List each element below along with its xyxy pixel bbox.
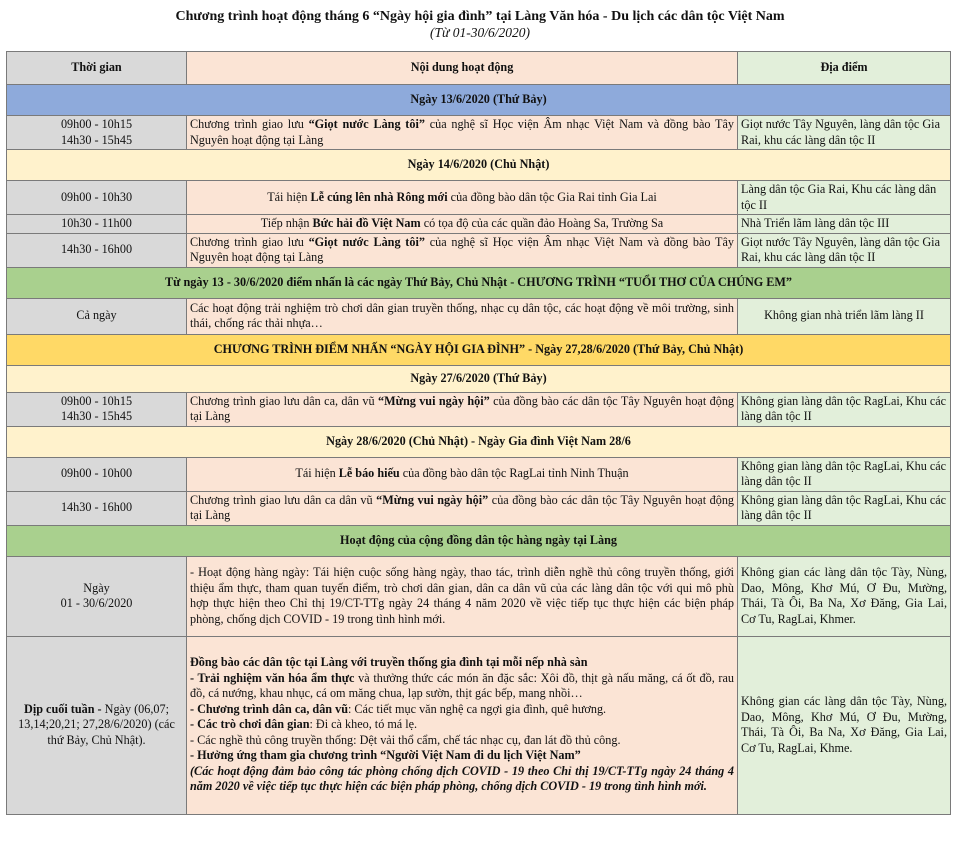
place-cell: Nhà Triển lãm làng dân tộc III [738,215,951,234]
bullet-item [190,717,734,733]
bullet-item: - Hưởng ứng tham gia chương trình “Người Việt Nam đi du lịch Việt Nam” [190,748,581,763]
bullet-item [190,702,734,718]
time-cell: Cả ngày [7,298,187,334]
table-row [7,181,951,215]
content-text: của đồng bào dân tộc RagLai tỉnh Ninh Thuận [399,466,629,481]
content-text: có tọa độ của các quần đảo Hoàng Sa, Trường Sa [420,216,664,230]
section-band-row [7,334,951,365]
content-text: của đồng bào các dân tộc Tây Nguyên hoạt động tại Làng [190,492,735,522]
time-text: 09h00 - 10h15 [60,393,133,408]
place-cell: Giọt nước Tây Nguyên, làng dân tộc Gia Rai, khu các làng dân tộc II [738,233,951,267]
time-text: 14h30 - 15h45 [60,132,133,147]
bullet-text: : Các tiết mục văn nghệ ca ngợi gia đình, quê hương. [348,701,607,716]
time-cell: 14h30 - 16h00 [7,491,187,525]
section-band-jun28: Ngày 28/6/2020 (Chủ Nhật) - Ngày Gia đình Việt Nam 28/6 [7,426,951,457]
page-title: Chương trình hoạt động tháng 6 “Ngày hội gia đình” tại Làng Văn hóa - Du lịch các dân tộc Việt Nam [175,9,785,24]
content-text: của nghệ sĩ Học viện Âm nhạc Việt Nam và đồng bào Tây Nguyên hoạt động tại Làng [190,117,734,147]
column-header-content: Nội dung hoạt động [187,52,738,85]
time-cell: 14h30 - 16h00 [7,233,187,267]
section-band-ngay-hoi: CHƯƠNG TRÌNH ĐIỂM NHẤN “NGÀY HỘI GIA ĐÌNH” - Ngày 27,28/6/2020 (Thứ Bảy, Chủ Nhật) [7,334,951,365]
content-text: Tái hiện [295,466,339,481]
section-band-jun13: Ngày 13/6/2020 (Thứ Bảy) [7,85,951,116]
time-text: 14h30 - 15h45 [60,409,133,423]
time-cell: 09h00 - 10h30 [7,181,187,215]
content-cell [187,116,738,150]
table-row [7,215,951,234]
place-cell: Không gian làng dân tộc RagLai, Khu các làng dân tộc II [738,457,951,491]
section-band-row [7,365,951,392]
bullet-highlight: - Trải nghiệm văn hóa ẩm thực [190,670,355,685]
content-cell: Các hoạt động trải nghiệm trò chơi dân gian truyền thống, nhạc cụ dân tộc, các hoạt động về môi trường, sinh thái, chống rác thải nhựa… [187,298,738,334]
content-text: của đồng bào dân tộc Gia Rai tỉnh Gia Lai [447,189,657,204]
content-text: Chương trình giao lưu dân ca, dân vũ [190,393,379,408]
section-band-row [7,85,951,116]
bullet-text: : Đi cà kheo, tó má lẹ. [309,717,418,732]
place-cell: Không gian làng dân tộc RagLai, Khu các làng dân tộc II [738,491,951,525]
time-text: 09h00 - 10h15 [60,117,133,131]
place-cell: Không gian nhà triển lãm làng II [738,298,951,334]
place-cell: Giọt nước Tây Nguyên, làng dân tộc Gia Rai, khu các làng dân tộc II [738,116,951,150]
time-cell [7,116,187,150]
bullet-highlight: - Các trò chơi dân gian [190,717,310,732]
bullet-text: và thưởng thức các món ăn đặc sắc: Xôi đồ, thịt gà nấu măng, cá ốt đồ, rau đồ, cá nướng, khau nhục, cá om măng chua, lạp sườn, thịt gác bếp, mang nhồi… [190,670,734,701]
content-text: Tiếp nhận [260,216,313,230]
time-cell: 10h30 - 11h00 [7,215,187,234]
page-subtitle: (Từ 01-30/6/2020) [430,25,530,40]
content-highlight: “Giọt nước Làng tôi” [308,117,425,131]
section-band-jun27: Ngày 27/6/2020 (Thứ Bảy) [7,365,951,392]
content-cell [187,233,738,267]
place-cell: Không gian làng dân tộc RagLai, Khu các làng dân tộc II [738,392,951,426]
time-highlight: Dịp cuối tuần - [24,701,102,716]
content-highlight: Lễ báo hiếu [338,466,400,481]
covid-note: (Các hoạt động đảm bảo công tác phòng chống dịch COVID - 19 theo Chỉ thị 19/CT-TTg ngày 24 tháng 4 năm 2020 về việc tiếp tục thực hiện các biện pháp phòng, chống dịch COVID - 19 trong tình hình mới. [190,763,734,794]
content-highlight: “Mừng vui ngày hội” [376,492,489,507]
content-text: Chương trình giao lưu [190,117,309,131]
table-row [7,392,951,426]
content-cell [187,457,738,491]
table-row [7,636,951,814]
time-cell [7,636,187,814]
bullet-highlight: - Chương trình dân ca, dân vũ [190,701,348,716]
content-text: của nghệ sĩ Học viện Âm nhạc Việt Nam và đồng bào Tây Nguyên hoạt động tại Làng [190,234,734,264]
content-highlight: Lễ cúng lên nhà Rông mới [310,189,448,204]
table-row [7,233,951,267]
time-text: Ngày (06,07; 13,14;20,21; 27,28/6/2020) (các thứ Bảy, Chủ Nhật). [18,701,175,747]
content-cell [187,491,738,525]
table-row [7,457,951,491]
section-band-daily: Hoạt động của cộng đồng dân tộc hàng ngày tại Làng [7,525,951,556]
table-row [7,116,951,150]
section-band-jun14: Ngày 14/6/2020 (Chủ Nhật) [7,150,951,181]
content-cell: - Hoạt động hàng ngày: Tái hiện cuộc sống hàng ngày, thao tác, trình diễn nghề thủ công truyền thống, giới thiệu ẩm thực, tham quan tuyến điểm, trò chơi dân gian, dân ca dân vũ của các làng dân tộc với qui mô phù hợp thực hiện theo Chỉ thị 19/CT-TTg ngày 24 tháng 4 năm 2020 về việc tiếp tục thực hiện các biện pháp phòng, chống dịch COVID - 19 trong tình hình mới. [187,556,738,636]
time-cell: 09h00 - 10h00 [7,457,187,491]
column-header-time: Thời gian [7,52,187,85]
column-header-place: Địa điểm [738,52,951,85]
section-band-tuoi-tho: Từ ngày 13 - 30/6/2020 điểm nhấn là các ngày Thứ Bảy, Chủ Nhật - CHƯƠNG TRÌNH “TUỔI THƠ CỦA CHÚNG EM” [7,267,951,298]
content-highlight: “Giọt nước Làng tôi” [308,234,425,249]
time-text: Ngày [83,580,110,595]
content-heading: Đồng bào các dân tộc tại Làng với truyền thống gia đình tại mỗi nếp nhà sàn [190,655,588,670]
content-cell [187,392,738,426]
section-band-row [7,150,951,181]
table-row [7,556,951,636]
content-cell [187,181,738,215]
schedule-table [6,51,951,815]
content-text: Chương trình giao lưu dân ca dân vũ [190,492,377,507]
place-cell: Không gian các làng dân tộc Tày, Nùng, Dao, Mông, Khơ Mú, Ơ Đu, Mường, Thái, Tà Ôi, Ba Na, Xơ Đăng, Gia Lai, Cơ Tu, RagLai, Khmer. [738,556,951,636]
section-band-row [7,426,951,457]
content-cell [187,636,738,814]
place-cell: Không gian các làng dân tộc Tày, Nùng, Dao, Mông, Khơ Mú, Ơ Đu, Mường, Thái, Tà Ôi, Ba Na, Xơ Đăng, Gia Lai, Cơ Tu, RagLai, Khme. [738,636,951,814]
content-text: Chương trình giao lưu [190,234,309,249]
time-cell [7,556,187,636]
content-cell [187,215,738,234]
content-text: của đồng bào các dân tộc Tây Nguyên hoạt động tại Làng [190,393,735,423]
bullet-item [190,671,734,702]
time-text: 01 - 30/6/2020 [60,596,133,610]
content-text: Tái hiện [267,189,311,204]
bullet-item: - Các nghề thủ công truyền thống: Dệt vải thổ cẩm, chế tác nhạc cụ, đan lát đồ thủ công. [190,732,621,747]
place-cell: Làng dân tộc Gia Rai, Khu các làng dân tộc II [738,181,951,215]
content-highlight: “Mừng vui ngày hội” [378,393,490,408]
table-row [7,298,951,334]
table-row [7,491,951,525]
section-band-row [7,267,951,298]
section-band-row [7,525,951,556]
header-row [7,52,951,85]
time-cell [7,392,187,426]
content-highlight: Bức hải đồ Việt Nam [312,216,421,230]
